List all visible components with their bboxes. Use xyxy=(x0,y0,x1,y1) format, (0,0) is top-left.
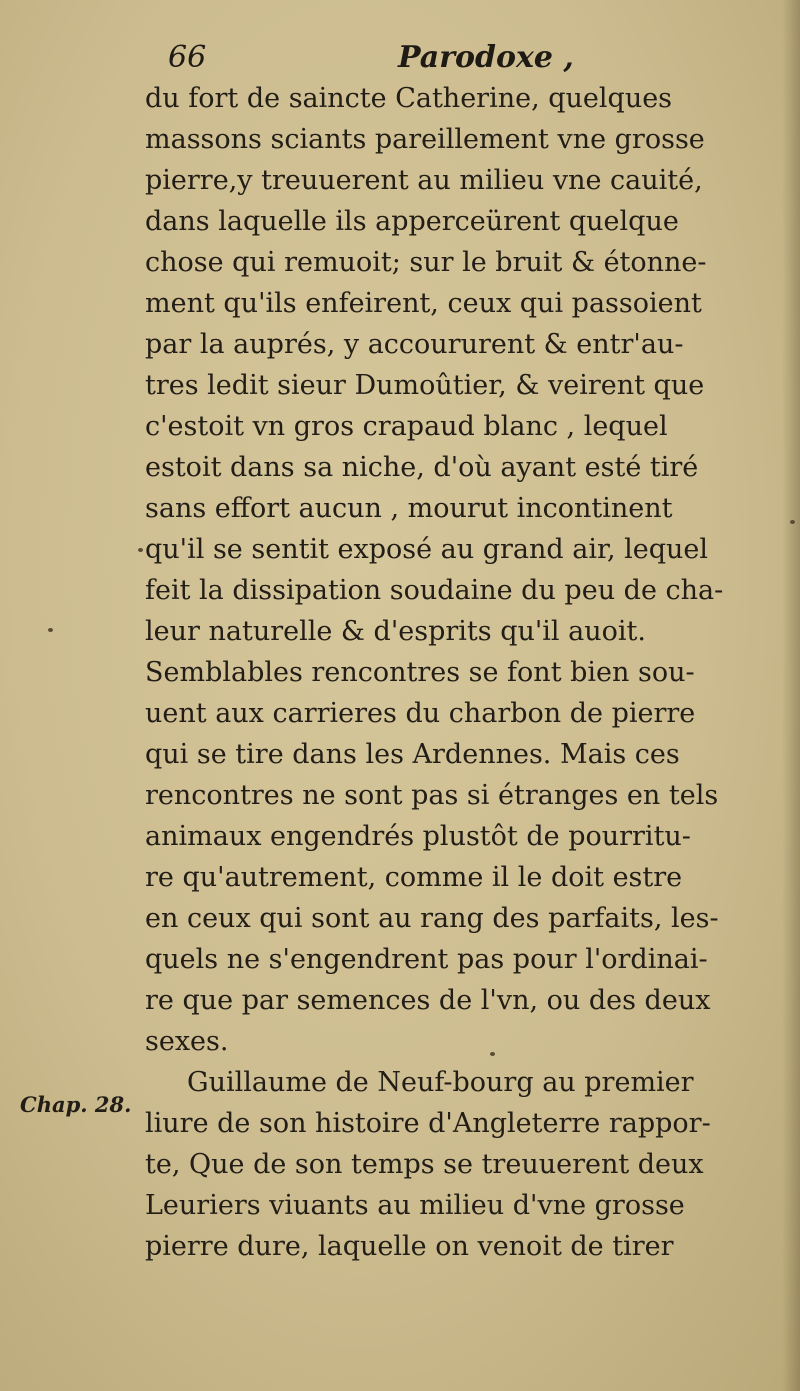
text-line: sexes. xyxy=(145,1026,229,1057)
text-line: quels ne s'engendrent pas pour l'ordinai- xyxy=(145,944,708,975)
text-line: pierre,y treuuerent au milieu vne cauité, xyxy=(145,165,703,196)
text-line: ment qu'ils enfeirent, ceux qui passoient xyxy=(145,288,702,319)
text-line: chose qui remuoit; sur le bruit & étonne- xyxy=(145,247,707,278)
text-line: sans effort aucun , mourut incontinent xyxy=(145,493,673,524)
text-line: leur naturelle & d'esprits qu'il auoit. xyxy=(145,616,646,647)
text-line: Leuriers viuants au milieu d'vne grosse xyxy=(145,1190,685,1221)
text-line: qu'il se sentit exposé au grand air, lequel xyxy=(145,534,709,565)
text-line: re que par semences de l'vn, ou des deux xyxy=(145,985,711,1016)
ink-speck xyxy=(490,1052,495,1056)
text-line: re qu'autrement, comme il le doit estre xyxy=(145,862,683,893)
text-line: dans laquelle ils apperceürent quelque xyxy=(145,206,679,237)
text-line: tres ledit sieur Dumoûtier, & veirent que xyxy=(145,370,705,401)
body-text xyxy=(145,78,785,1267)
text-line: estoit dans sa niche, d'où ayant esté tiré xyxy=(145,452,699,483)
text-line: massons sciants pareillement vne grosse xyxy=(145,124,705,155)
ink-speck xyxy=(138,548,143,552)
text-line: rencontres ne sont pas si étranges en tels xyxy=(145,780,719,811)
text-line: par la auprés, y accoururent & entr'au- xyxy=(145,329,684,360)
text-line: en ceux qui sont au rang des parfaits, les- xyxy=(145,903,719,934)
text-line: Semblables rencontres se font bien sou- xyxy=(145,657,695,688)
running-head: Parodoxe , xyxy=(398,40,574,75)
text-line: pierre dure, laquelle on venoit de tirer xyxy=(145,1231,674,1262)
text-line: liure de son histoire d'Angleterre rappor- xyxy=(145,1108,711,1139)
text-line: c'estoit vn gros crapaud blanc , lequel xyxy=(145,411,668,442)
text-line: du fort de saincte Catherine, quelques xyxy=(145,83,673,114)
margin-note: Chap. 28. xyxy=(20,1092,132,1117)
text-line: te, Que de son temps se treuuerent deux xyxy=(145,1149,704,1180)
page-header xyxy=(168,40,728,80)
ink-speck xyxy=(790,520,795,524)
text-line: animaux engendrés plustôt de pourritu- xyxy=(145,821,691,852)
text-line: uent aux carrieres du charbon de pierre xyxy=(145,698,696,729)
text-line: qui se tire dans les Ardennes. Mais ces xyxy=(145,739,680,770)
paragraph-first-line: Guillaume de Neuf-bourg au premier xyxy=(187,1067,694,1098)
page-number: 66 xyxy=(168,40,207,75)
text-line: feit la dissipation soudaine du peu de cha- xyxy=(145,575,724,606)
ink-speck xyxy=(48,628,53,632)
